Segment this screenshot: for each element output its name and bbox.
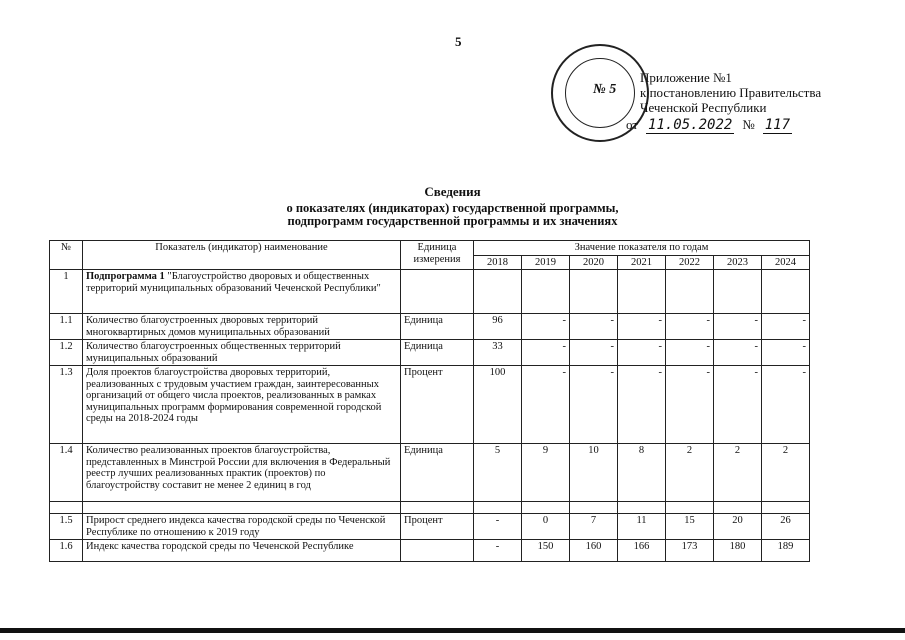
year-value-cell: 100 — [474, 366, 522, 444]
header-unit: Единица измерения — [401, 241, 474, 270]
row-number: 1.6 — [50, 540, 83, 562]
year-value-cell: - — [474, 514, 522, 540]
year-value-cell: 150 — [522, 540, 570, 562]
decree-number: 117 — [764, 117, 791, 133]
year-value-cell: 7 — [570, 514, 618, 540]
year-value-cell: 166 — [618, 540, 666, 562]
year-value-cell: 33 — [474, 340, 522, 366]
year-value-cell — [522, 270, 570, 314]
year-header: 2023 — [714, 255, 762, 270]
year-value-cell — [714, 502, 762, 514]
year-value-cell: - — [618, 366, 666, 444]
year-value-cell — [570, 270, 618, 314]
year-value-cell: - — [570, 340, 618, 366]
year-value-cell: - — [666, 340, 714, 366]
table-row — [50, 502, 810, 514]
scan-edge — [0, 628, 905, 633]
year-value-cell — [666, 270, 714, 314]
row-unit: Процент — [401, 514, 474, 540]
page-number: 5 — [455, 34, 462, 49]
year-value-cell — [666, 502, 714, 514]
year-value-cell: - — [762, 314, 810, 340]
row-number: 1.3 — [50, 366, 83, 444]
row-indicator-name — [83, 444, 401, 502]
table-row — [50, 366, 810, 444]
row-unit — [401, 270, 474, 314]
year-value-cell: 9 — [522, 444, 570, 502]
row-indicator-name — [83, 314, 401, 340]
row-number: 1.1 — [50, 314, 83, 340]
year-value-cell — [762, 270, 810, 314]
row-unit: Единица — [401, 314, 474, 340]
appendix-block — [640, 70, 821, 115]
year-header: 2021 — [618, 255, 666, 270]
year-value-cell — [474, 270, 522, 314]
year-header: 2018 — [474, 255, 522, 270]
row-indicator-name — [83, 514, 401, 540]
table-header-row — [50, 241, 810, 256]
year-value-cell: - — [762, 340, 810, 366]
indicator-text: Количество благоустроенных общественных территорий муниципальных образований — [86, 341, 341, 364]
table-row — [50, 540, 810, 562]
indicator-text: Индекс качества городской среды по Чеченской Республике — [86, 541, 354, 552]
document-subtitle — [0, 202, 905, 228]
year-value-cell: 189 — [762, 540, 810, 562]
year-value-cell: 180 — [714, 540, 762, 562]
date-prefix: от — [626, 117, 639, 132]
year-value-cell: - — [522, 366, 570, 444]
year-value-cell: 173 — [666, 540, 714, 562]
year-value-cell: - — [570, 314, 618, 340]
year-value-cell: 0 — [522, 514, 570, 540]
indicator-text: Количество реализованных проектов благоустройства, представленных в Минстрой России для включения в Федеральный реестр лучших реализованных практик (проектов) по благоустройству составит не менее 2 единиц в год — [86, 445, 391, 491]
header-no: № — [50, 241, 83, 270]
appendix-title: Приложение №1 — [640, 70, 732, 85]
row-indicator-name — [83, 340, 401, 366]
row-unit — [401, 540, 474, 562]
row-unit — [401, 502, 474, 514]
appendix-government: Чеченской Республики — [640, 100, 767, 115]
row-unit: Единица — [401, 444, 474, 502]
document-title: Сведения — [424, 184, 481, 199]
year-value-cell: - — [570, 366, 618, 444]
row-indicator-name — [83, 270, 401, 314]
year-value-cell — [762, 502, 810, 514]
decree-date: 11.05.2022 — [648, 117, 733, 133]
year-value-cell: 2 — [666, 444, 714, 502]
row-number: 1.2 — [50, 340, 83, 366]
header-indicator: Показатель (индикатор) наименование — [83, 241, 401, 270]
year-value-cell: 15 — [666, 514, 714, 540]
seal-number: № 5 — [593, 82, 617, 97]
year-value-cell: - — [522, 340, 570, 366]
year-value-cell — [714, 270, 762, 314]
row-number — [50, 502, 83, 514]
decree-date-line — [626, 117, 792, 134]
year-value-cell: 8 — [618, 444, 666, 502]
year-value-cell: 11 — [618, 514, 666, 540]
indicator-text: "Благоустройство дворовых и общественных территорий муниципальных образований Чеченской Республики" — [86, 271, 381, 294]
indicators-table — [49, 240, 810, 562]
year-value-cell: 26 — [762, 514, 810, 540]
indicator-text: Количество благоустроенных дворовых территорий многоквартирных домов муниципальных образований — [86, 315, 330, 338]
row-number: 1.4 — [50, 444, 83, 502]
year-value-cell: 10 — [570, 444, 618, 502]
year-value-cell — [618, 270, 666, 314]
subtitle-line-2: подпрограмм государственной программы и их значениях — [287, 214, 618, 228]
year-value-cell: 2 — [714, 444, 762, 502]
year-value-cell: - — [714, 314, 762, 340]
year-value-cell: 160 — [570, 540, 618, 562]
year-header: 2019 — [522, 255, 570, 270]
subprogram-label: Подпрограмма 1 — [86, 271, 165, 282]
year-value-cell: - — [762, 366, 810, 444]
year-value-cell: 2 — [762, 444, 810, 502]
year-header: 2022 — [666, 255, 714, 270]
table-row — [50, 314, 810, 340]
subtitle-line-1: о показателях (индикаторах) государственной программы, — [286, 201, 619, 215]
row-unit: Единица — [401, 340, 474, 366]
table-row — [50, 514, 810, 540]
row-unit: Процент — [401, 366, 474, 444]
table-row — [50, 270, 810, 314]
year-value-cell: - — [618, 340, 666, 366]
year-value-cell — [618, 502, 666, 514]
appendix-decree: к постановлению Правительства — [640, 85, 822, 100]
number-prefix: № — [742, 117, 755, 132]
table-row — [50, 444, 810, 502]
row-number: 1.5 — [50, 514, 83, 540]
year-value-cell: 20 — [714, 514, 762, 540]
year-header: 2020 — [570, 255, 618, 270]
year-value-cell: - — [666, 366, 714, 444]
year-value-cell: - — [666, 314, 714, 340]
year-value-cell — [522, 502, 570, 514]
year-value-cell: - — [714, 340, 762, 366]
row-indicator-name — [83, 366, 401, 444]
year-value-cell — [474, 502, 522, 514]
year-header: 2024 — [762, 255, 810, 270]
year-value-cell: 5 — [474, 444, 522, 502]
year-value-cell: - — [474, 540, 522, 562]
header-values: Значение показателя по годам — [474, 241, 810, 256]
year-value-cell: - — [714, 366, 762, 444]
row-indicator-name — [83, 540, 401, 562]
table-row — [50, 340, 810, 366]
year-value-cell: - — [618, 314, 666, 340]
row-number: 1 — [50, 270, 83, 314]
year-value-cell: 96 — [474, 314, 522, 340]
indicator-text: Прирост среднего индекса качества городской среды по Чеченской Республике по отношению к 2019 году — [86, 515, 386, 538]
indicator-text: Доля проектов благоустройства дворовых территорий, реализованных с трудовым участием граждан, заинтересованных организаций от общего числа проектов, реализованных в рамках муниципальных программ формирования современной городской среды на 2018-2024 годы — [86, 367, 382, 424]
year-value-cell — [570, 502, 618, 514]
year-value-cell: - — [522, 314, 570, 340]
row-indicator-name — [83, 502, 401, 514]
